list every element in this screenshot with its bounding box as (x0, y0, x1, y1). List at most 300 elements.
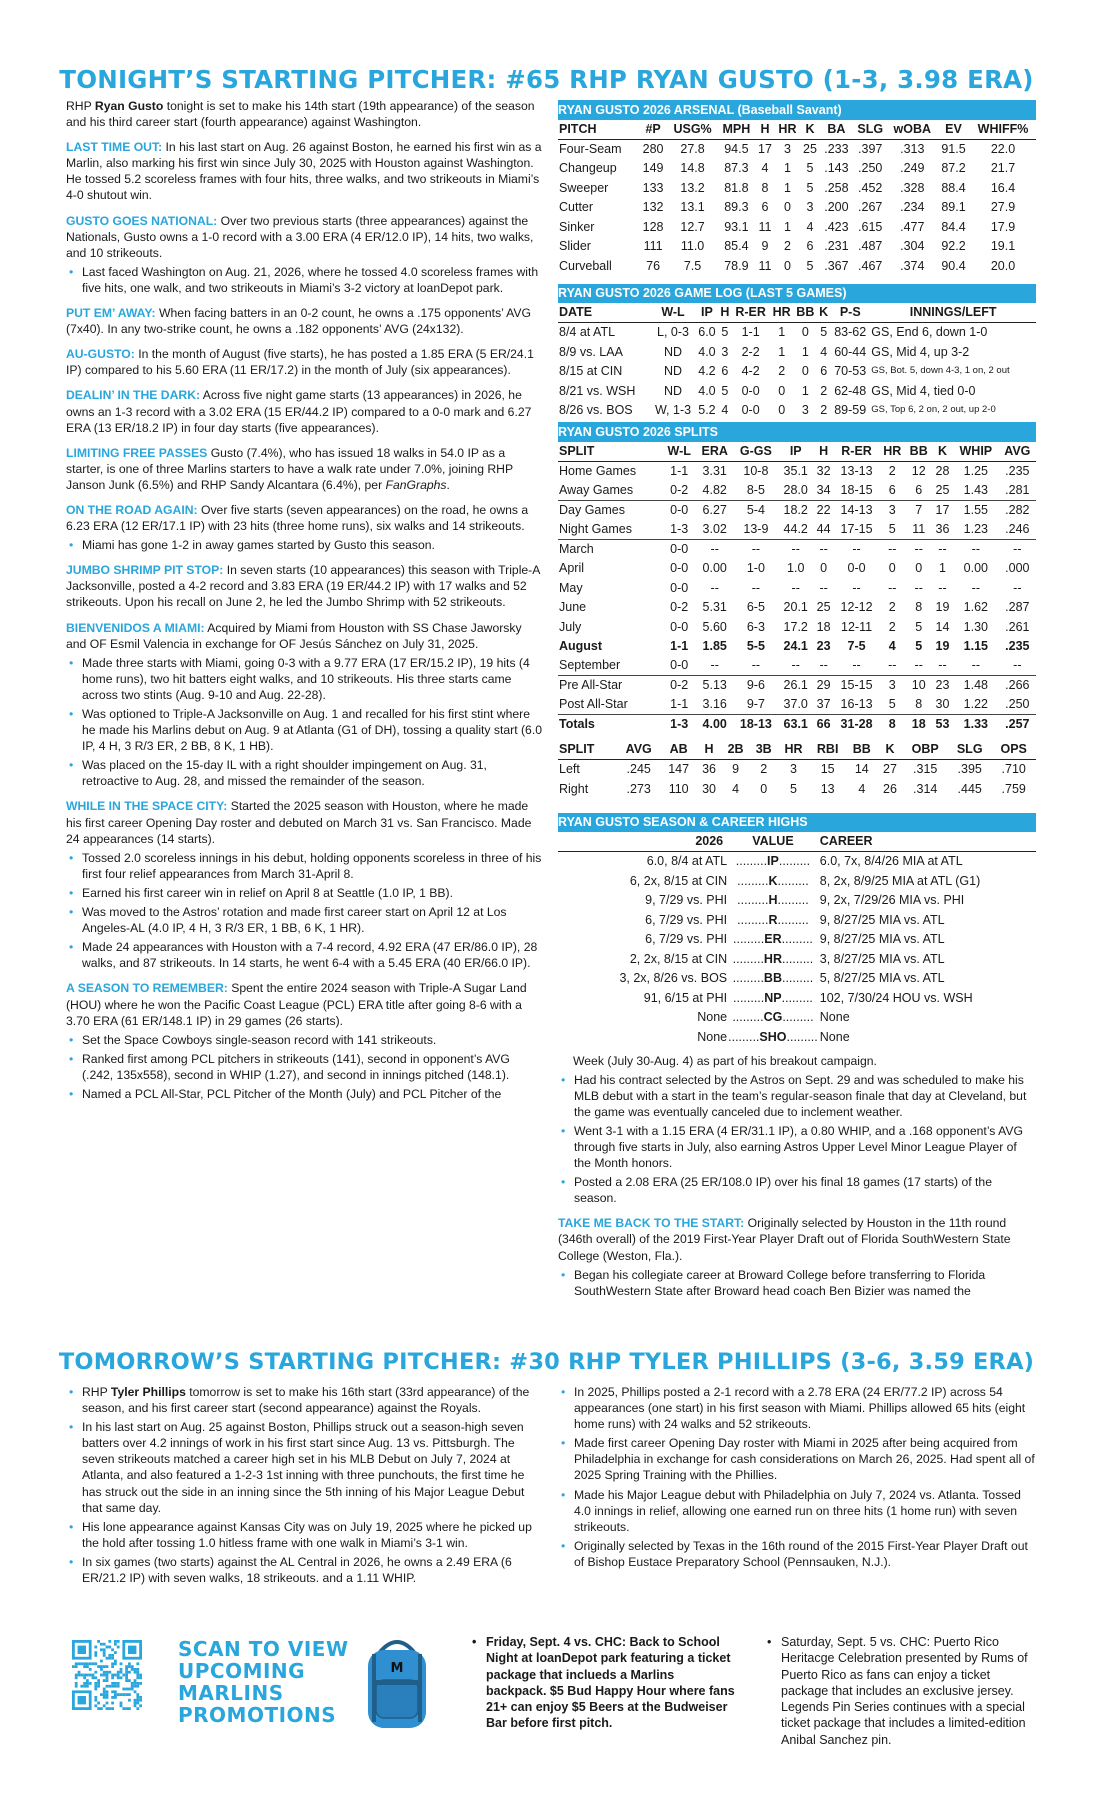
phillips-notes-left (66, 1384, 546, 1595)
bullet: • In his last start on Aug. 25 against Boston, Phillips struck out a season-high seven batters over 4.2 innings of work in his first start since Aug. 13 vs. Pittsburgh. The seven strikeouts matched a career high set in his MLB Debut on July 7, 2024 at Atlanta, and also featured a 1-2-3 1st inning with three punchouts, the first time he has struck out the side in an inning since the 5th inning of his Major League Debut that same day. (66, 1419, 546, 1516)
bullet: • Had his contract selected by the Astros on Sept. 29 and was scheduled to make his MLB debut with a start in the team’s regular-season finale that day at Cleveland, but the game was eventually canceled due to inclement weather. (558, 1072, 1036, 1120)
table-cell: -- (778, 656, 813, 676)
table-cell: GS, End 6, down 1-0 (871, 325, 988, 340)
table-cell: 0 (820, 561, 828, 575)
table-cell: 3 (806, 200, 814, 214)
table-row (558, 891, 1036, 911)
table-cell: .250 (999, 695, 1036, 715)
table-cell: 1-0 (746, 561, 765, 575)
table-row (558, 159, 1036, 179)
table-cell: 4.0 (698, 344, 716, 359)
table-cell: 22 (816, 502, 831, 517)
table-cell: -- (914, 541, 923, 556)
table-row (558, 676, 1036, 696)
table-cell: 110 (668, 781, 689, 796)
table-cell: 3 (888, 502, 896, 517)
table-cell: 1-1 (670, 639, 689, 653)
table-cell: 36 (932, 520, 953, 540)
table-cell: GS, Mid 4, tied 0-0 (871, 383, 976, 398)
table-cell: .395 (957, 762, 982, 777)
bullet: • Was moved to the Astros’ rotation and made first career start on April 12 at Los Angeles-AL (4.0 IP, 4 H, 3 R/3 ER, 1 BB, 6 K, 1 HR). (66, 904, 544, 936)
table-cell: .282 (1005, 502, 1030, 517)
table-cell: .467 (858, 258, 883, 273)
table-cell: 6.0 (698, 325, 716, 340)
stat-label: K (768, 873, 778, 888)
table-cell: None (697, 1029, 728, 1044)
table-cell: -- (932, 656, 953, 676)
table-cell: .249 (900, 161, 925, 175)
table-cell: 1 (778, 344, 786, 359)
handedness-splits-table (558, 740, 1036, 799)
column-header: HR (778, 740, 809, 760)
table-cell: 19 (935, 600, 950, 614)
table-cell: ND (663, 364, 683, 378)
table-row (558, 500, 1036, 520)
table-cell: 9 (732, 762, 740, 777)
table-cell: 1 (783, 161, 791, 175)
two-strike-note: PUT EM’ AWAY: When facing batters in an 0-2 count, he owns a .175 opponents’ AVG (7x40). In any two-strike count, he owns a .182 opponents’ AVG (24x132). (66, 306, 531, 337)
table-cell: 76 (646, 258, 661, 273)
table-cell: 0.00 (963, 561, 988, 575)
table-cell: 28.0 (778, 481, 813, 501)
table-row (558, 461, 1036, 481)
bullet: • Posted a 2.08 ERA (25 ER/108.0 IP) over his final 18 games (17 starts) of the season. (558, 1174, 1036, 1206)
table-cell: 1-3 (662, 520, 695, 540)
vs-nationals-note: GUSTO GOES NATIONAL: Over two previous starts (three appearances) against the Nationals, Gusto owns a 1-0 record with a 3.00 ERA (4 ER/12.0 IP), 14 hits, two walks, and 10 strikeouts. (66, 213, 534, 260)
dot-leader: ......... (737, 873, 769, 888)
table-cell: 1.85 (702, 639, 727, 653)
table-cell: 0-2 (670, 600, 689, 614)
table-cell: -- (751, 541, 761, 556)
table-cell: 17 (758, 141, 772, 156)
dot-leader: ......... (781, 971, 814, 985)
table-cell: 30 (932, 695, 953, 715)
splits-table (558, 422, 1036, 734)
promo-saturday: • Saturday, Sept. 5 vs. CHC: Puerto Rico Heritacge Celebration presented by Rums of Puerto Rico as fans can enjoy a ticket package that includes an exclusive jersey. Legends Pin Series continues with a special ticket package that includes a limited-edition Anibal Sanchez pin. (765, 1634, 1030, 1748)
table-cell: 85.4 (724, 239, 749, 253)
table-cell: 2 (760, 762, 768, 777)
table-cell: August (559, 639, 603, 653)
dot-leader: ......... (786, 1029, 818, 1044)
tomorrow-pitcher-banner: TOMORROW’S STARTING PITCHER: #30 RHP TYLER PHILLIPS (3-6, 3.59 ERA) (58, 1349, 1035, 1375)
column-header: R-ER (731, 303, 769, 323)
bullet: • Ranked first among PCL pitchers in strikeouts (141), second in opponent’s AVG (.242, 135x558), second in WHIP (1.27), and second in innings pitched (148.1). (66, 1051, 544, 1083)
table-cell: -- (888, 541, 897, 556)
table-cell: .261 (1005, 619, 1030, 634)
column-header: 2B (721, 740, 749, 760)
column-header: P-S (830, 303, 870, 323)
table-cell: 0-0 (670, 561, 689, 575)
table-cell: 4.00 (702, 717, 727, 732)
table-cell: 3 (801, 403, 809, 417)
bullet: • Began his collegiate career at Broward College before transferring to Florida SouthWestern State after Broward head coach Ben Bizier was named the (558, 1267, 1036, 1299)
table-cell: 4.2 (698, 364, 716, 378)
table-cell: 6, 2x, 8/15 at CIN (629, 873, 728, 888)
trade-note: BIENVENIDOS A MIAMI: Acquired by Miami from Houston with SS Chase Jaworsky and OF Esmil Valencia in exchange for OF Jesús Sánchez on July 31, 2025. (66, 620, 522, 651)
table-cell: 8 (915, 600, 923, 614)
table-cell: 21.7 (990, 161, 1016, 175)
bullet: • Made 24 appearances with Houston with a 7-4 record, 4.92 ERA (47 ER/86.0 IP), 28 walks, and 87 strikeouts. In 14 starts, he went 6-4 with a 5.45 ERA (40 ER/66.0 IP). (66, 939, 544, 971)
table-cell: 1.23 (953, 520, 999, 540)
table-cell: 44 (813, 520, 834, 540)
table-row (558, 949, 1036, 969)
table-cell: 5.31 (702, 600, 727, 614)
table-row (558, 656, 1036, 676)
table-row (558, 988, 1036, 1008)
table-cell: ND (663, 383, 683, 398)
table-cell: 1.62 (963, 600, 988, 614)
column-header: W-L (662, 442, 695, 462)
table-cell: 149 (642, 161, 664, 175)
table-cell: 8/15 at CIN (559, 364, 623, 378)
column-header: K (817, 303, 830, 323)
phillips-notes-right (558, 1384, 1036, 1579)
table-cell: 2, 2x, 8/15 at CIN (629, 951, 728, 966)
table-cell: .477 (900, 219, 925, 234)
table-cell: 15 (820, 762, 835, 777)
table-cell: 9 (761, 239, 769, 253)
table-cell: 27.8 (680, 141, 705, 156)
table-cell: 87.3 (724, 161, 749, 175)
bullet: • Made his Major League debut with Philadelphia on July 7, 2024 vs. Atlanta. Tossed 4.0 innings in relief, allowing one earned run on three hits (1 home run) with seven strikeouts. (558, 1487, 1036, 1535)
table-cell: May (559, 580, 583, 595)
table-cell: 36 (702, 762, 716, 777)
table-cell: 19.1 (990, 239, 1016, 253)
table-cell: 1 (783, 219, 791, 234)
table-cell: 0-0 (847, 561, 866, 575)
2024-season-note: A SEASON TO REMEMBER: Spent the entire 2024 season with Triple-A Sugar Land (HOU) where he won the Pacific Coast League (PCL) ERA title after going 8-6 with a 3.70 ERA (61 ER/148.1 IP) in 29 games (26 starts). (66, 981, 527, 1028)
table-cell: Cutter (559, 200, 594, 214)
table-cell: 9, 8/27/25 MIA vs. ATL (819, 932, 945, 946)
table-row (558, 969, 1036, 989)
table-cell: 6 (806, 239, 814, 253)
table-row (558, 779, 1036, 799)
table-cell: ND (663, 344, 683, 359)
column-header: WHIP (953, 442, 999, 462)
table-row (558, 198, 1036, 218)
table-cell: 18.2 (783, 502, 808, 517)
table-row (558, 930, 1036, 950)
table-cell: 17.9 (990, 219, 1016, 234)
night-games-note: DEALIN’ IN THE DARK: Across five night game starts (13 appearances) in 2026, he owns an 1-3 record with a 3.02 ERA (15 ER/44.2 IP) compared to a 0-0 mark and 6.27 ERA (13 ER/18.2 IP) in four day starts (five appearances). (66, 388, 532, 435)
table-cell: 2 (820, 383, 828, 398)
table-cell: 62-48 (834, 383, 867, 398)
table-cell: -- (1013, 541, 1022, 556)
column-header: VALUE (727, 832, 819, 852)
table-cell: 25 (932, 481, 953, 501)
table-cell: 94.5 (724, 141, 749, 156)
last-time-out-note: LAST TIME OUT: In his last start on Aug. 26 against Boston, he earned his first win as a Marlin, also marking his first win since July 30, 2025 with Houston against Washington. He tossed 5.2 scoreless frames with four hits, three walks, and two strikeouts in Miami’s 4-0 shutout win. (66, 140, 542, 203)
bullet: • Last faced Washington on Aug. 21, 2026, where he tossed 4.0 scoreless frames with five hits, one walk, and two strikeouts in Miami’s 3-2 victory at loanDepot park. (66, 264, 544, 296)
table-cell: July (559, 619, 582, 634)
table-cell: .273 (626, 781, 651, 796)
table-cell: 9, 8/27/25 MIA vs. ATL (819, 912, 945, 927)
table-cell: 26.1 (783, 678, 808, 693)
gusto-notes-column (66, 98, 544, 1111)
table-cell: 14-13 (840, 502, 873, 517)
arsenal-table (558, 100, 1036, 276)
table-cell: 63.1 (783, 717, 808, 732)
table-cell: .374 (900, 258, 925, 273)
table-cell: 1-1 (662, 695, 695, 715)
table-cell: 1 (783, 180, 791, 195)
column-header: AVG (999, 442, 1036, 462)
table-row (558, 637, 1036, 657)
table-cell: 29 (816, 678, 831, 693)
table-cell: 0-0 (741, 403, 760, 417)
table-cell: .328 (900, 180, 925, 195)
table-cell: -- (751, 580, 761, 595)
table-cell: 4 (858, 781, 866, 796)
column-header: SLG (853, 120, 888, 140)
column-header: EV (937, 120, 970, 140)
table-cell: .615 (858, 219, 883, 234)
table-cell: 0-2 (670, 678, 689, 693)
table-cell: 5-4 (746, 502, 765, 517)
table-cell: 20.0 (990, 258, 1016, 273)
column-header: MPH (718, 120, 755, 140)
column-header: H (813, 442, 834, 462)
table-cell: 0 (778, 383, 786, 398)
column-header: K (932, 442, 953, 462)
column-header: H (718, 303, 731, 323)
table-cell: 2 (778, 364, 786, 378)
table-cell: Away Games (558, 481, 662, 501)
qr-code-icon[interactable] (72, 1640, 142, 1710)
table-cell: 5-5 (746, 639, 765, 653)
game-log-table (558, 284, 1036, 421)
table-cell: 0-0 (662, 656, 695, 676)
table-row (558, 362, 1036, 382)
table-cell: 17-15 (834, 520, 879, 540)
table-caption: RYAN GUSTO 2026 GAME LOG (LAST 5 GAMES) (558, 284, 1036, 304)
table-cell: -- (813, 656, 834, 676)
table-cell: 0-2 (662, 481, 695, 501)
table-cell: 1.22 (953, 695, 999, 715)
table-cell: 89-59 (834, 403, 867, 417)
table-row (558, 871, 1036, 891)
table-cell: 6.0, 7x, 8/4/26 MIA at ATL (819, 854, 963, 869)
table-row (558, 617, 1036, 637)
table-cell: -- (879, 656, 905, 676)
column-header: HR (770, 303, 794, 323)
stat-label: ER (764, 932, 782, 946)
column-header: SPLIT (558, 740, 617, 760)
table-cell: 12-12 (840, 600, 873, 614)
table-cell: .304 (900, 239, 925, 253)
table-cell: 11 (758, 258, 772, 273)
value-cell (727, 930, 819, 950)
table-cell: 1-1 (670, 463, 689, 478)
table-cell: .000 (1005, 561, 1030, 575)
table-cell: 1.33 (963, 717, 988, 732)
table-row (558, 760, 1036, 780)
table-cell: 0 (801, 364, 809, 378)
table-cell: 0 (783, 258, 791, 273)
table-cell: 6, 7/29 vs. PHI (645, 932, 728, 946)
table-cell: 2-2 (741, 344, 760, 359)
bullet: • Set the Space Cowboys single-season record with 141 strikeouts. (66, 1032, 544, 1048)
table-cell: 5.13 (702, 678, 727, 693)
bullet: • His lone appearance against Kansas City was on July 19, 2025 where he picked up the hold after tossing 1.0 hitless frame with one walk in Miami’s 3-1 win. (66, 1519, 546, 1551)
table-cell: 2 (783, 239, 791, 253)
table-cell: 5 (806, 180, 814, 195)
table-cell: Four-Seam (559, 141, 622, 156)
bullet: • Made first career Opening Day roster with Miami in 2025 after being acquired from Philadelphia in exchange for cash considerations on March 26, 2025. Had spent all of 2025 Spring Training with the Phillies. (558, 1435, 1036, 1483)
table-cell: .445 (957, 781, 982, 796)
table-cell: 66 (816, 717, 831, 732)
table-cell: 0 (760, 781, 768, 796)
table-cell: 15-15 (840, 678, 873, 693)
table-cell: 23 (816, 639, 831, 653)
season-career-highs-table (558, 813, 1036, 1047)
table-cell: .287 (1005, 600, 1030, 614)
table-cell: 8 (888, 717, 896, 732)
walk-rate-note: LIMITING FREE PASSES Gusto (7.4%), who has issued 18 walks in 54.0 IP as a starter, is one of three Marlins starters to have a walk rate under 7.0%, joining RHP Janson Junk (6.5%) and RHP Sandy Alcantara (6.4%), per FanGraphs. (66, 445, 513, 492)
table-cell: -- (733, 656, 778, 676)
table-cell: 5 (721, 325, 729, 340)
dot-leader: ......... (733, 990, 765, 1005)
table-cell: 10-8 (743, 463, 769, 478)
column-header: SPLIT (558, 442, 662, 462)
table-cell: 24.1 (783, 639, 808, 653)
column-header: R-ER (834, 442, 879, 462)
table-row (558, 715, 1036, 735)
column-header: OBP (902, 740, 948, 760)
table-cell: Right (559, 781, 589, 796)
dot-leader: ......... (732, 951, 764, 966)
table-cell: 5 (915, 639, 923, 653)
dot-leader: ......... (735, 854, 768, 869)
table-cell: 89.1 (941, 200, 966, 214)
value-cell (727, 1027, 819, 1047)
table-cell: -- (938, 541, 947, 556)
table-cell: 5 (721, 383, 729, 398)
dot-leader: ......... (782, 1010, 814, 1024)
column-header: BB (846, 740, 877, 760)
table-cell: L, 0-3 (657, 325, 689, 340)
table-cell: September (558, 656, 662, 676)
column-header: #P (639, 120, 668, 140)
table-row (558, 1008, 1036, 1028)
table-cell: Pre All-Star (559, 678, 623, 693)
table-cell: 1-3 (670, 717, 689, 732)
table-cell: 1 (801, 344, 809, 359)
table-cell: 0-0 (670, 619, 689, 634)
table-cell: 13.1 (680, 200, 705, 214)
table-cell: -- (852, 541, 861, 556)
table-cell: 8/4 at ATL (559, 325, 616, 340)
table-cell: 6 (879, 481, 905, 501)
table-cell: -- (791, 580, 800, 595)
table-cell: Sinker (559, 219, 595, 234)
bullet: • Was placed on the 15-day IL with a right shoulder impingement on Aug. 31, retroactive to Aug. 28, and missed the remainder of the season. (66, 757, 544, 789)
table-cell: .233 (824, 141, 849, 156)
table-cell: 8-5 (733, 481, 778, 501)
bullet: • In six games (two starts) against the AL Central in 2026, he owns a 2.49 ERA (6 ER/21.2 IP) with seven walks, 18 strikeouts. and a 1.11 WHIP. (66, 1554, 546, 1586)
table-cell: April (559, 561, 585, 575)
table-cell: 1 (801, 383, 809, 398)
value-cell (727, 910, 819, 930)
table-cell: 12 (911, 463, 926, 478)
table-cell: .143 (824, 161, 849, 175)
table-cell: None (819, 1010, 850, 1024)
column-header: W-L (651, 303, 696, 323)
column-header: WHIFF% (970, 120, 1036, 140)
table-cell: 0 (915, 561, 923, 575)
table-row (558, 481, 1036, 501)
table-cell: 4 (888, 639, 896, 653)
table-cell: 1.15 (963, 639, 988, 653)
table-row (558, 139, 1036, 159)
table-cell: 5.60 (702, 619, 727, 634)
table-cell: 147 (668, 762, 690, 777)
value-cell (727, 1008, 819, 1028)
table-row (558, 342, 1036, 362)
table-cell: 5 (806, 258, 814, 273)
table-cell: 28 (935, 463, 950, 478)
table-cell: Changeup (559, 161, 617, 175)
column-header: K (800, 120, 820, 140)
column-header: IP (778, 442, 813, 462)
table-caption: RYAN GUSTO SEASON & CAREER HIGHS (558, 813, 1036, 833)
table-cell: -- (819, 580, 828, 595)
table-cell: 8/26 vs. BOS (559, 403, 633, 417)
dot-leader: ......... (732, 971, 764, 985)
table-cell: 0-0 (670, 580, 689, 595)
table-cell: 25 (803, 141, 817, 156)
promotions-footer (0, 1630, 1093, 1800)
table-cell: -- (710, 580, 719, 595)
column-header: H (697, 740, 722, 760)
table-cell: GS, Top 6, 2 on, 2 out, up 2-0 (871, 403, 996, 415)
table-cell: -- (834, 656, 879, 676)
table-cell: 0 (783, 200, 791, 214)
table-row (558, 910, 1036, 930)
table-row (558, 178, 1036, 198)
table-cell: .267 (858, 200, 883, 214)
stat-label: CG (763, 1010, 783, 1024)
column-header: IP (696, 303, 719, 323)
table-cell: 9, 2x, 7/29/26 MIA vs. PHI (819, 893, 965, 907)
table-cell: 280 (642, 141, 664, 156)
table-cell: 4 (732, 781, 740, 796)
table-cell: 2 (888, 463, 896, 478)
table-cell: 14.8 (680, 161, 705, 175)
table-cell: 8 (761, 180, 769, 195)
table-cell: 30 (702, 781, 716, 796)
table-cell: 91, 6/15 at PHI (643, 990, 728, 1005)
table-cell: 11 (905, 520, 931, 540)
column-header: G-GS (733, 442, 778, 462)
table-cell: 26 (883, 781, 897, 796)
table-row (558, 559, 1036, 579)
table-cell: 5 (879, 520, 905, 540)
table-cell: 25 (816, 600, 831, 614)
stat-label: H (768, 893, 778, 907)
table-cell: 18-15 (834, 481, 879, 501)
table-cell: -- (938, 580, 947, 595)
bullet: • In 2025, Phillips posted a 2-1 record with a 2.78 ERA (24 ER/77.2 IP) across 54 appearances (one start) in his first season with Miami. Phillips allowed 65 hits (eight home runs) with 24 walks and 52 strikeouts. (558, 1384, 1036, 1432)
jacksonville-note: JUMBO SHRIMP PIT STOP: In seven starts (10 appearances) this season with Triple-A Jacksonville, posted a 4-2 record and 3.83 ERA (19 ER/44.2 IP) with 17 walks and 52 strikeouts. Upon his recall on June 2, he led the Jumbo Shrimp with 52 strikeouts. (66, 563, 540, 610)
column-header: wOBA (888, 120, 937, 140)
table-cell: 1-1 (741, 325, 760, 340)
table-cell: 9-6 (746, 678, 765, 693)
table-cell: None (819, 1029, 850, 1044)
table-cell: 2 (820, 403, 828, 417)
table-cell: -- (971, 541, 980, 556)
table-cell: 70-53 (834, 364, 867, 378)
